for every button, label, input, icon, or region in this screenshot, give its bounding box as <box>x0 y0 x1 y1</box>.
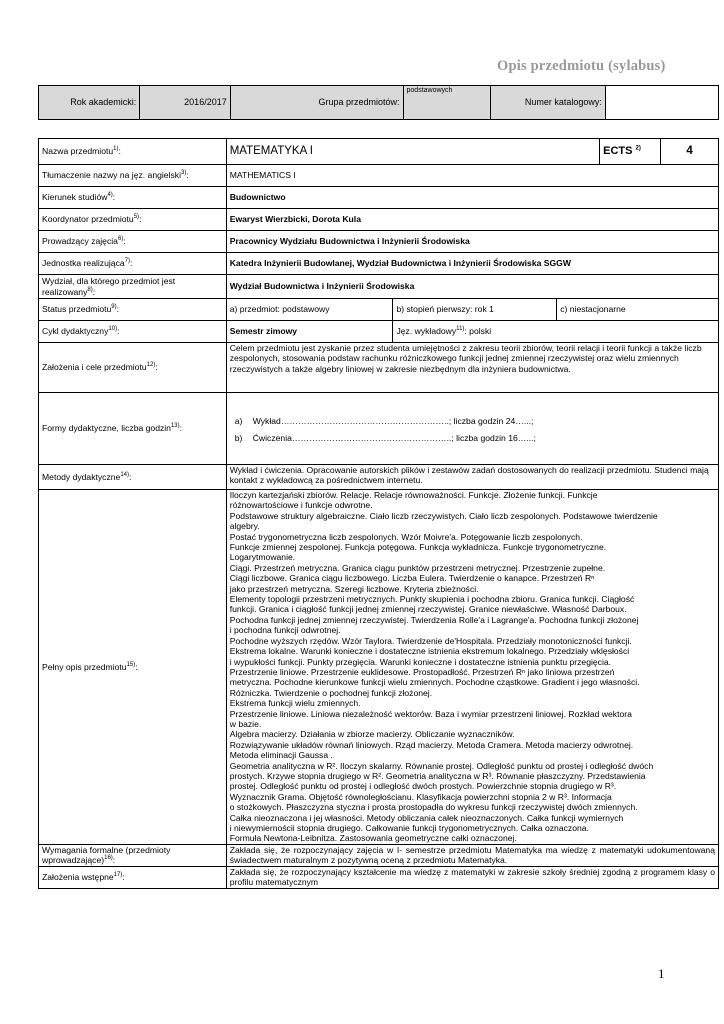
ects-value: 4 <box>661 139 719 165</box>
ects-sup: 2) <box>635 145 641 152</box>
opis-line: Różniczka. Twierdzenie o pochodnej funkcji złożonej. <box>229 687 433 698</box>
opis-label: Pełny opis przedmiotu <box>42 661 127 672</box>
page-number: 1 <box>658 966 665 981</box>
nazwa-sup: 1) <box>113 146 119 153</box>
zalozenia-value: Celem przedmiotu jest zyskanie przez studenta umiejętności z zakresu teorii zbiorów, teorii relacji i teorii funkcji a także liczb zespolonych, stosowania podstaw rachunku różniczkowego funkcji jednej zmiennej rzeczywistej oraz wielu zmiennych rzeczywistych a także algebry liniowej w zakresie niezbędnym dla inżyniera budownictwa. <box>226 343 718 393</box>
row-wymagania: Wymagania formalne (przedmioty wprowadzające)$^{16)}$: Zakłada się, że rozpoczynający zajęcia w I- semestrze przedmiotu Matematyka ma wiedzę z matematyki udokumentowaną świadectwem maturalnym z pozytywną oceną z przedmiotu Matematyka. <box>39 844 719 866</box>
row-cykl: Cykl dydaktyczny$^{10)}$: Semestr zimowy Jęz. wykładowy$^{11)}$: polski <box>39 321 719 343</box>
row-prowadzacy: Prowadzący zajęcia$^{6)}$: Pracownicy Wydziału Budownictwa i Inżynierii Środowiska <box>39 231 719 253</box>
jednostka-value: Katedra Inżynierii Budowlanej, Wydział Budownictwa i Inżynierii Środowiska SGGW <box>226 253 718 275</box>
opis-line: prostych. Krzywe stopnia drugiego w R². Geometria analityczna w R³. Równanie płaszczyzny. Przedstawienia <box>229 770 646 781</box>
formy-b-text: Ćwiczenia………………………………………………..; liczba godzin 16…...; <box>252 432 536 443</box>
wymagania-value: Zakłada się, że rozpoczynający zajęcia w I- semestrze przedmiotu Matematyka ma wiedzę z matematyki udokumentowaną świadectwem maturalnym z pozytywną oceną z przedmiotu Matematyka. <box>226 844 718 866</box>
row-formy: Formy dydaktyczne, liczba godzin$^{13)}$: a) Wykład…………………………………………………..; liczba godzin 24…...; b) Ćwiczenia………………………………………………..; liczba godzin 16…...; <box>39 393 719 465</box>
jednostka-sup: 7) <box>124 258 130 265</box>
status-b: b) stopień pierwszy: rok 1 <box>393 299 557 321</box>
opis-line: Wyznacznik Grama. Objętość równoległościanu. Klasyfikacja powierzchni stopnia 2 w R³. Informacja <box>229 791 612 802</box>
opis-line: metryczna. Pochodne kierunkowe funkcji wielu zmiennych. Pochodne cząstkowe. Gradient i jego własności. <box>229 677 640 688</box>
rok-value: 2016/2017 <box>140 86 230 120</box>
opis-line: Ekstrema lokalne. Warunki konieczne i dostateczne istnienia ekstremum lokalnego. Przedziały wklęsłości <box>229 646 630 657</box>
formy-sup: 13) <box>170 423 180 430</box>
opis-line: i niewymiernościi stopnia drugiego. Całkowanie funkcji trygonometrycznych. Całka oznaczona. <box>229 823 589 833</box>
row-tlumaczenie: Tłumaczenie nazwy na jęz. angielski$^{3)}$: MATHEMATICS I <box>39 165 719 187</box>
row-jednostka: Jednostka realizująca$^{7)}$: Katedra Inżynierii Budowlanej, Wydział Budownictwa i Inżynierii Środowiska SGGW <box>39 253 719 275</box>
opis-line: Funkcje zmiennej zespolonej. Funkcja potęgowa. Funkcja wykładnicza. Funkcje trygonometryczne. <box>229 542 607 553</box>
opis-line: Rozwiązywanie układów równań liniowych. Rząd macierzy. Metoda Cramera. Metoda macierzy odwrotnej. <box>229 739 634 750</box>
zalozenia-sup: 12) <box>146 362 156 369</box>
jezyk-value: : polski <box>464 326 492 337</box>
opis-line: prostej. Odległość punktu od prostej i odległość dwóch prostych. Powierzchnie stopnia drugiego w R³. <box>229 781 617 792</box>
row-opis: Pełny opis przedmiotu$^{15)}$: Iloczyn kartezjański zbiorów. Relacje. Relacje równoważności. Funkcje. Złożenie funkcji. Funkcje różnowartościowe i funkcje odwrotne. Podstawowe struktury algebraiczne. Ciało liczb rzeczywistych. Ciało liczb zespolonych. Podstawowe twierdzenie algebry. Postać trygonometryczna liczb zespolonych. Wzór Moivre'a. Potęgowanie liczb zespolonych. Funkcje zmiennej zespolonej. Funkcja potęgowa. Funkcja wykładnicza. Funkcje trygonometryczne. Logarytmowanie. Ciągi. Przestrzeń metryczna. Granica ciągu punktów przestrzeni metrycznej. Przestrzenie zupełne. Ciągi liczbowe. Granica ciągu liczbowego. Liczba Eulera. Twierdzenie o kanapce. Przestrzeń Rⁿ jako przestrzeń metryczna. Szeregi liczbowe. Kryteria zbieżności. Elementy topologii przestrzeni metrycznych. Punkty skupienia i pochodna zbioru. Granica funkcji. Ciągłość funkcji. Granica i ciągłość funkcji jednej zmiennej rzeczywistej. Granice niewłaściwe. Własność Darboux. Pochodna funkcji jednej zmiennej rzeczywistej. Twierdzenia Rolle'a i Lagrange'a. Pochodna funkcji złożonej i pochodna funkcji odwrotnej. Pochodne wyższych rzędów. Wzór Taylora. Twierdzenie de'Hospitala. Przedziały monotoniczności funkcji. Ekstrema lokalne. Warunki konieczne i dostateczne istnienia ekstremum lokalnego. Przedziały wklęsłości i wypukłości funkcji. Punkty przegięcia. Warunki konieczne i dostateczne istnienia punktu przegięcia. Przestrzenie liniowe. Przestrzenie euklidesowe. Prostopadłość. Przestrzeń Rⁿ jako liniowa przestrzeń metryczna. Pochodne kierunkowe funkcji wielu zmiennych. Pochodne cząstkowe. Gradient i jego własności. Różniczka. Twierdzenie o pochodnej funkcji złożonej. Ekstrema funkcji wielu zmiennych. Przestrzenie liniowe. Liniowa niezależność wektorów. Baza i wymiar przestrzeni liniowej. Rozkład wektora w bazie. Algebra macierzy. Działania w zbiorze macierzy. Obliczanie wyznaczników. Rozwiązywanie układów równań liniowych. Rząd macierzy. Metoda Cramera. Metoda macierzy odwrotnej. Metoda eliminacji Gaussa . Geometria analityczna w R². Iloczyn skalarny. Równanie prostej. Odległość punktu od prostej i odległość dwóch prostych. Krzywe stopnia drugiego w R². Geometria analityczna w R³. Równanie płaszczyzny. Przedstawienia prostej. Odległość punktu od prostej i odległość dwóch prostych. Powierzchnie stopnia drugiego w R³. Wyznacznik Grama. Objętość równoległościanu. Klasyfikacja powierzchni stopnia 2 w R³. Informacja o stożkowych. Płaszczyzna styczna i prosta prostopadła do wykresu funkcji rzeczywistej dwóch zmiennych. Całka nieoznaczona i jej własności. Metody obliczania całek nieoznaczonych. Całka funkcji wymiernych i niewymiernościi stopnia drugiego. Całkowanie funkcji trygonometrycznych. Całka oznaczona. Formuła Newtona-Leibnitza. Zastosowania geometryczne całki oznaczonej. <box>39 490 719 845</box>
opis-line: Pochodna funkcji jednej zmiennej rzeczywistej. Twierdzenia Rolle'a i Lagrange'a. Pochodna funkcji złożonej <box>229 614 639 625</box>
prowadzacy-sup: 6) <box>117 236 124 243</box>
cykl-sup: 10) <box>108 326 118 333</box>
row-kierunek: Kierunek studiów$^{4)}$: Budownictwo <box>39 187 719 209</box>
grupa-label: Grupa przedmiotów: <box>230 86 403 120</box>
kierunek-sup: 4) <box>107 192 113 199</box>
wymagania-label-1: Wymagania formalne (przedmioty <box>42 844 171 855</box>
wymagania-sup: 16) <box>104 855 113 862</box>
rok-label: Rok akademicki: <box>39 86 140 120</box>
metody-sup: 14) <box>120 471 130 478</box>
status-label: Status przedmiotu <box>42 304 112 315</box>
prowadzacy-value: Pracownicy Wydziału Budownictwa i Inżynierii Środowiska <box>226 231 718 253</box>
opis-line: Ciągi. Przestrzeń metryczna. Granica ciągu punktów przestrzeni metrycznej. Przestrzenie zupełne. <box>229 562 606 573</box>
row-wydzial: Wydział, dla którego przedmiot jest realizowany$^{8)}$: Wydział Budownictwa i Inżynierii Środowiska <box>39 275 719 299</box>
wstepne-label: Założenia wstępne <box>42 872 114 883</box>
opis-line: Podstawowe struktury algebraiczne. Ciało liczb rzeczywistych. Ciało liczb zespolonych. Podstawowe twierdzenie <box>229 510 658 521</box>
row-koordynator: Koordynator przedmiotu$^{5)}$: Ewaryst Wierzbicki, Dorota Kula <box>39 209 719 231</box>
jezyk-sup: 11) <box>456 326 465 333</box>
opis-line: Przestrzenie liniowe. Liniowa niezależność wektorów. Baza i wymiar przestrzeni liniowej. Rozkład wektora <box>229 708 632 719</box>
opis-line: Ekstrema funkcji wielu zmiennych. <box>229 698 361 709</box>
opis-line: Metoda eliminacji Gaussa . <box>229 750 333 761</box>
opis-line: i pochodna funkcji odwrotnej. <box>229 625 341 636</box>
numer-label: Numer katalogowy: <box>491 86 606 120</box>
opis-line: Przestrzenie liniowe. Przestrzenie euklidesowe. Prostopadłość. Przestrzeń Rⁿ jako liniowa przestrzeń <box>229 666 615 677</box>
wydzial-label-1: Wydział, dla którego przedmiot jest <box>42 276 176 287</box>
opis-line: Formuła Newtona-Leibnitza. Zastosowania geometryczne całki oznaczonej. <box>229 833 517 844</box>
formy-label: Formy dydaktyczne, liczba godzin <box>42 423 171 434</box>
formy-b-marker: b) <box>234 432 243 443</box>
metody-label: Metody dydaktyczne <box>42 471 121 482</box>
opis-line: o stożkowych. Płaszczyzna styczna i prosta prostopadła do wykresu funkcji rzeczywistej dwóch zmiennych. <box>229 802 638 813</box>
prowadzacy-label: Prowadzący zajęcia <box>42 236 118 247</box>
jezyk-label: Jęz. wykładowy <box>396 326 457 337</box>
row-wstepne: Założenia wstępne$^{17)}$: Zakłada się, że rozpoczynający kształcenie ma wiedzę z matematyki w zakresie szkoły średniej zgodną z programem klasy o profilu matematycznym <box>39 866 719 888</box>
row-status: Status przedmiotu$^{9)}$: a) przedmiot: podstawowy b) stopień pierwszy: rok 1 c) niestacjonarne <box>39 299 719 321</box>
row-metody: Metody dydaktyczne$^{14)}$: Wykład i ćwiczenia. Opracowanie autorskich plików i zestawów zadań dostosowanych do realizacji przedmiotu. Studenci mają kontakt z wykładowcą za pośrednictwem internetu. <box>39 465 719 490</box>
row-zalozenia: Założenia i cele przedmiotu$^{12)}$: Celem przedmiotu jest zyskanie przez studenta umiejętności z zakresu teorii zbiorów, teorii relacji i teorii funkcji a także liczb zespolonych, stosowania podstaw rachunku różniczkowego funkcji jednej zmiennej rzeczywistej oraz wielu zmiennych rzeczywistych a także algebry liniowej w zakresie niezbędnym dla inżyniera budownictwa. <box>39 343 719 393</box>
syllabus-table <box>38 138 719 889</box>
koordynator-value: Ewaryst Wierzbicki, Dorota Kula <box>226 209 718 231</box>
opis-line: Elementy topologii przestrzeni metrycznych. Punkty skupienia i pochodna zbioru. Granica funkcji. Ciągłość <box>229 594 635 605</box>
koordynator-sup: 5) <box>133 214 140 221</box>
tlumaczenie-value: MATHEMATICS I <box>226 165 718 187</box>
opis-sup: 15) <box>126 661 136 668</box>
cykl-label: Cykl dydaktyczny <box>42 326 109 337</box>
opis-content <box>226 490 718 845</box>
metody-value: Wykład i ćwiczenia. Opracowanie autorskich plików i zestawów zadań dostosowanych do realizacji przedmiotu. Studenci mają kontakt z wykładowcą za pośrednictwem internetu. <box>226 465 718 490</box>
formy-a-marker: a) <box>234 416 243 427</box>
kierunek-value: Budownictwo <box>226 187 718 209</box>
opis-line: w bazie. <box>229 718 262 729</box>
opis-line: Pochodne wyższych rzędów. Wzór Taylora. Twierdzenie de'Hospitala. Przedziały monotoniczności funkcji. <box>229 635 632 646</box>
jednostka-label: Jednostka realizująca <box>42 258 125 269</box>
kierunek-label: Kierunek studiów <box>42 192 108 203</box>
wstepne-sup: 17) <box>113 872 123 879</box>
tlumaczenie-sup: 3) <box>181 170 187 177</box>
opis-line: Postać trygonometryczna liczb zespolonych. Wzór Moivre'a. Potęgowanie liczb zespolonych. <box>229 531 583 542</box>
nazwa-label: Nazwa przedmiotu <box>42 146 114 157</box>
ects-label: ECTS <box>603 145 633 158</box>
numer-value <box>605 86 718 120</box>
formy-a-text: Wykład…………………………………………………..; liczba godzin 24…...; <box>252 416 534 427</box>
opis-line: funkcji. Granica i ciągłość funkcji jednej zmiennej rzeczywistej. Granice niewłaściwe. Własność Darboux. <box>229 604 627 615</box>
opis-line: jako przestrzeń metryczna. Szeregi liczbowe. Kryteria zbieżności. <box>229 583 479 594</box>
status-c: c) niestacjonarne <box>557 299 719 321</box>
wydzial-label-2: realizowany <box>42 286 88 297</box>
opis-line: algebry. <box>229 521 260 532</box>
koordynator-label: Koordynator przedmiotu <box>42 214 134 225</box>
wstepne-value: Zakłada się, że rozpoczynający kształcenie ma wiedzę z matematyki w zakresie szkoły średniej zgodną z programem klasy o profilu matematycznym <box>226 866 718 888</box>
document-title: Opis przedmiotu (sylabus) <box>497 58 666 74</box>
status-a: a) przedmiot: podstawowy <box>226 299 393 321</box>
opis-line: różnowartościowe i funkcje odwrotne. <box>229 500 373 511</box>
opis-line: Logarytmowanie. <box>229 552 296 563</box>
opis-line: Ciągi liczbowe. Granica ciągu liczbowego. Liczba Eulera. Twierdzenie o kanapce. Przestrzeń Rⁿ <box>229 573 595 584</box>
cykl-value: Semestr zimowy <box>226 321 393 343</box>
grupa-value: podstawowych <box>403 86 491 120</box>
opis-line: Iloczyn kartezjański zbiorów. Relacje. Relacje równoważności. Funkcje. Złożenie funkcji. Funkcje <box>229 490 598 500</box>
status-sup: 9) <box>111 304 117 311</box>
opis-line: Algebra macierzy. Działania w zbiorze macierzy. Obliczanie wyznaczników. <box>229 729 515 740</box>
nazwa-value: MATEMATYKA I <box>226 139 599 165</box>
wymagania-label-2: wprowadzające) <box>42 855 105 866</box>
wydzial-sup: 8) <box>87 286 93 293</box>
opis-line: i wypukłości funkcji. Punkty przegięcia. Warunki konieczne i dostateczne istnienia punktu przegięcia. <box>229 656 612 667</box>
top-info-table <box>38 85 719 120</box>
opis-line: Całka nieoznaczona i jej własności. Metody obliczania całek nieoznaczonych. Całka funkcji wymiernych <box>229 812 624 823</box>
row-nazwa: Nazwa przedmiotu$^{1)}$: MATEMATYKA I ECTS $^{2)}$ 4 <box>39 139 719 165</box>
wydzial-value: Wydział Budownictwa i Inżynierii Środowiska <box>226 275 718 299</box>
tlumaczenie-label: Tłumaczenie nazwy na jęz. angielski <box>42 170 181 181</box>
zalozenia-label: Założenia i cele przedmiotu <box>42 362 147 373</box>
opis-line: Geometria analityczna w R². Iloczyn skalarny. Równanie prostej. Odległość punktu od prostej i odległość dwóch <box>229 760 654 771</box>
